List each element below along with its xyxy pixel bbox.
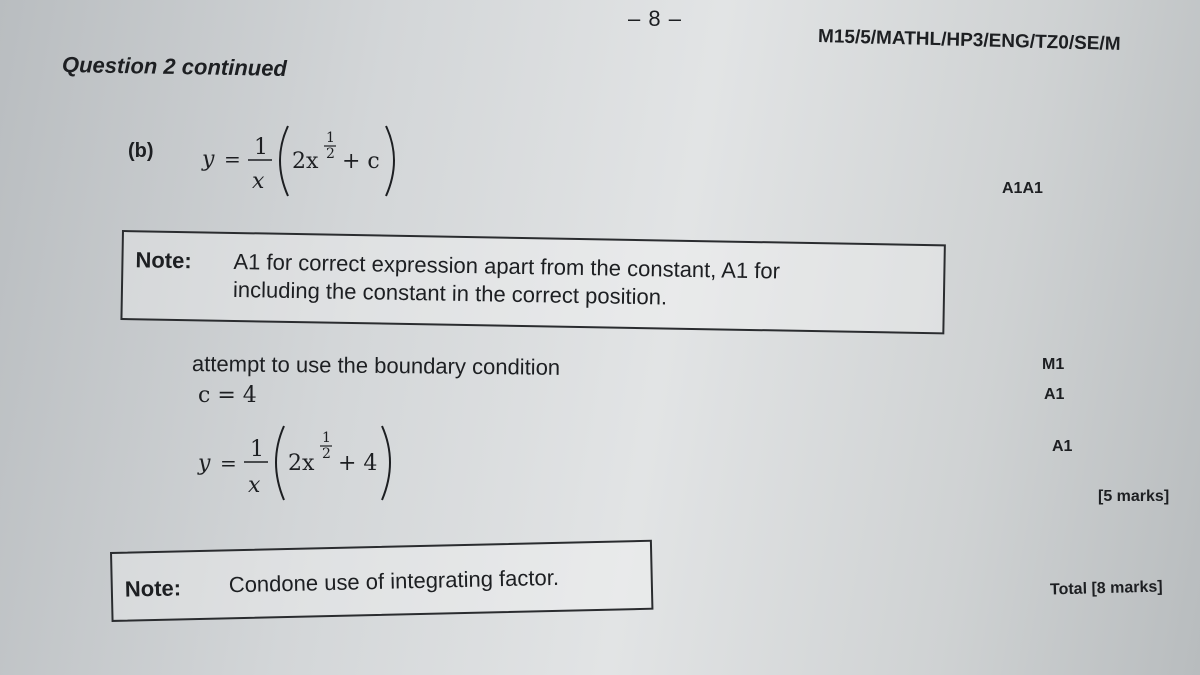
eq2-constant: + 4 bbox=[338, 451, 378, 476]
eq2-frac-den: x bbox=[248, 473, 261, 498]
eq2-frac-num: 1 bbox=[250, 437, 264, 462]
note2-label: Note: bbox=[124, 575, 182, 602]
eq1-term: 2x bbox=[292, 149, 319, 174]
marks-value: A1 bbox=[1044, 386, 1065, 403]
eq1-frac-den: x bbox=[252, 169, 265, 194]
eq2-exp-den: 2 bbox=[322, 446, 331, 462]
marks-step: M1 bbox=[1042, 356, 1065, 373]
note1-label: Note: bbox=[135, 247, 192, 274]
note1-line2: including the constant in the correct position. bbox=[232, 276, 668, 310]
eq1-exp-den: 2 bbox=[326, 146, 335, 162]
note1-line1: A1 for correct expression apart from the constant, A1 for bbox=[233, 248, 781, 284]
note-box-1 bbox=[120, 230, 945, 334]
eq2-exp-num: 1 bbox=[322, 430, 331, 446]
total-marks: Total [8 marks] bbox=[1049, 578, 1163, 599]
part-label: (b) bbox=[128, 140, 154, 162]
eq1-exp-num: 1 bbox=[326, 130, 335, 146]
svg-text:=: = bbox=[224, 147, 241, 171]
step-text: attempt to use the boundary condition bbox=[191, 351, 561, 380]
part-marks: [5 marks] bbox=[1098, 488, 1170, 505]
question-title: Question 2 continued bbox=[61, 52, 288, 81]
note2-text: Condone use of integrating factor. bbox=[228, 564, 560, 598]
eq1-lhs: y bbox=[202, 147, 215, 172]
marks-equation-2: A1 bbox=[1052, 438, 1073, 455]
svg-text:=: = bbox=[220, 451, 237, 475]
eq2-lhs: y bbox=[198, 451, 211, 476]
marks-equation-1: A1A1 bbox=[1002, 180, 1043, 197]
eq2-term: 2x bbox=[288, 451, 315, 476]
step-value: c = 4 bbox=[198, 383, 257, 408]
equation-2 bbox=[192, 412, 412, 506]
reference-code: M15/5/MATHL/HP3/ENG/TZ0/SE/M bbox=[817, 26, 1121, 55]
eq1-constant: + c bbox=[342, 149, 380, 174]
page-number: – 8 – bbox=[628, 6, 682, 31]
equation-1 bbox=[196, 112, 416, 204]
eq1-frac-num: 1 bbox=[254, 135, 268, 160]
note-box-2 bbox=[110, 540, 653, 622]
